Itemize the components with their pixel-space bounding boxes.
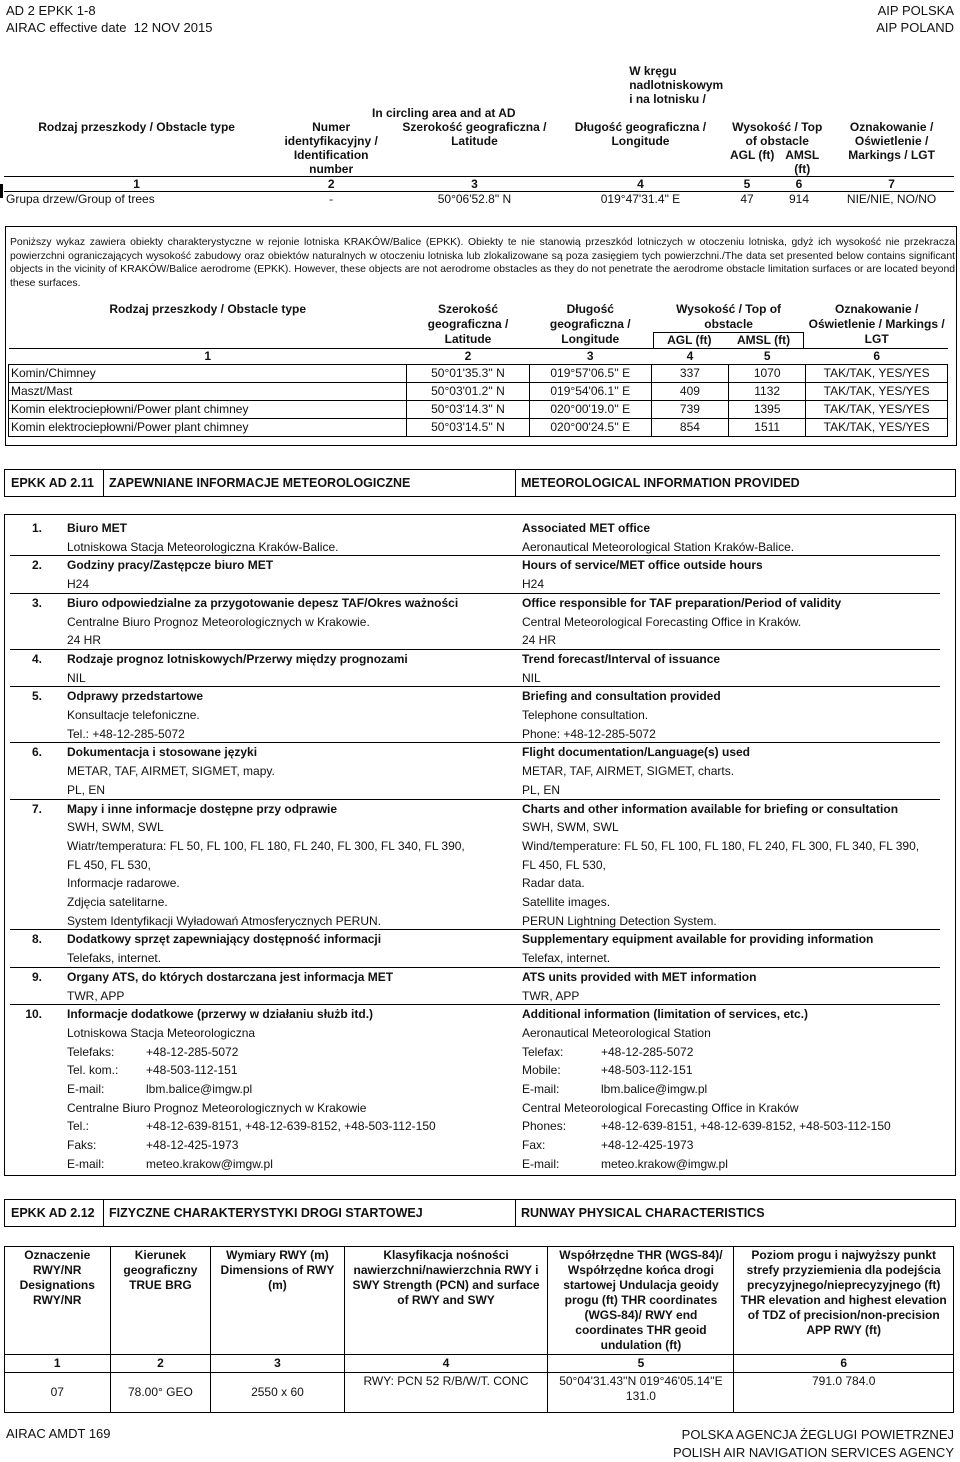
col-num: 5	[725, 177, 769, 192]
met10-key-pl: Tel. kom.:	[67, 1063, 119, 1078]
t1-h5a: AGL (ft)	[729, 148, 775, 162]
col-num: 4	[556, 177, 725, 192]
met-item-value-pl: TWR, APP	[67, 988, 125, 1003]
met-line	[0, 800, 960, 819]
section-bar-2-11	[4, 469, 956, 497]
cell: 1070	[729, 365, 806, 383]
met-item-value-en: Aeronautical Meteorological Station Kraków-Balice.	[522, 539, 795, 554]
met-item-number: 4.	[31, 651, 42, 666]
cell: 739	[651, 401, 728, 419]
cell: RWY: PCN 52 R/B/W/T. CONC	[344, 1373, 548, 1413]
section-title-pl: ZAPEWNIANE INFORMACJE METEOROLOGICZNE	[109, 476, 411, 490]
cell: 020°00'24.5'' E	[529, 419, 651, 437]
met10-key-pl: Tel.:	[67, 1119, 90, 1134]
met10-key-pl: E-mail:	[67, 1156, 105, 1171]
met10-key-en: Fax:	[522, 1138, 546, 1153]
met-item-number: 9.	[31, 969, 42, 984]
airac-label: AIRAC effective date	[6, 20, 127, 35]
met-line	[0, 743, 960, 762]
met-item-title-en: ATS units provided with MET information	[522, 969, 757, 984]
t3-h6: Poziom progu i najwyższy punkt strefy przyziemienia dla podejścia precyzyjnego/nieprecyzyjnego (ft) THR elevation and highest elevation of TDZ of precision/non-precision APP RWY (ft)	[734, 1247, 954, 1355]
met-item-title-pl: Dokumentacja i stosowane języki	[67, 745, 258, 760]
met10-key-en: E-mail:	[522, 1082, 560, 1096]
met10-value-pl: lbm.balice@imgw.pl	[146, 1082, 253, 1096]
cell: 1511	[729, 419, 806, 437]
runway-table	[4, 1246, 954, 1413]
met-item-value-en: Satellite images.	[522, 895, 611, 909]
met-line	[0, 538, 960, 557]
significant-objects-table	[8, 302, 948, 437]
section-title-en: RUNWAY PHYSICAL CHARACTERISTICS	[521, 1206, 765, 1220]
cell: 78.00° GEO	[110, 1373, 211, 1413]
met-item-number: 2.	[31, 558, 42, 573]
met-line	[0, 818, 960, 837]
aip-pl: AIP POLSKA	[877, 3, 954, 18]
met-item-value-pl: Zdjęcia satelitarne.	[67, 895, 168, 909]
met-item-value-en: Aeronautical Meteorological Station	[522, 1025, 711, 1040]
cell: 2550 x 60	[211, 1373, 344, 1413]
airac-date: 12 NOV 2015	[133, 20, 213, 35]
met-item-title-en: Additional information (limitation of services, etc.)	[522, 1007, 809, 1022]
cell: 50°04'31.43''N 019°46'05.14''E 131.0	[548, 1373, 734, 1413]
met-item-title-en: Supplementary equipment available for providing information	[522, 932, 874, 947]
met-line	[0, 893, 960, 912]
met-line	[0, 556, 960, 575]
met10-key-en: Telefax:	[522, 1044, 564, 1059]
met-item-value-en: Telephone consultation.	[522, 708, 649, 722]
met10-value-pl: +48-12-639-8151, +48-12-639-8152, +48-503-112-150	[146, 1119, 436, 1134]
aip-en: AIP POLAND	[876, 20, 954, 35]
t3-h4: Klasyfikacja nośności nawierzchni/nawierzchnia RWY i SWY Strength (PCN) and surface of RWY and SWY	[344, 1247, 548, 1355]
col-num: 4	[344, 1355, 548, 1373]
t1-h3: Szerokość geograficzna / Latitude	[402, 120, 547, 148]
footer-org-pl: POLSKA AGENCJA ŻEGLUGI POWIETRZNEJ	[681, 1427, 954, 1442]
t2-h3: Długość geograficzna / Longitude	[549, 302, 631, 346]
col-num: 5	[729, 349, 806, 365]
t3-h3: Wymiary RWY (m) Dimensions of RWY (m)	[211, 1247, 344, 1355]
cell: 50°03'14.5'' N	[407, 419, 529, 437]
met-line	[0, 613, 960, 632]
met-line	[0, 706, 960, 725]
cell: TAK/TAK, YES/YES	[806, 383, 948, 401]
t1-h4: Długość geograficzna / Longitude	[574, 120, 707, 148]
table-row	[4, 192, 954, 207]
col-num: 4	[651, 349, 728, 365]
met-item-value-pl: Informacje radarowe.	[67, 876, 180, 891]
met-item-value-en: METAR, TAF, AIRMET, SIGMET, charts.	[522, 764, 735, 779]
table-row	[9, 383, 948, 401]
col-num: 1	[5, 1355, 111, 1373]
met-item-title-en: Office responsible for TAF preparation/Period of validity	[522, 595, 842, 610]
met-item-value-en: FL 450, FL 530,	[522, 857, 606, 872]
t2-h2: Szerokość geograficzna / Latitude	[427, 302, 509, 346]
met-line	[0, 631, 960, 650]
met-line	[0, 837, 960, 856]
met-item-title-pl: Organy ATS, do których dostarczana jest informacja MET	[67, 969, 394, 984]
cell: 791.0 784.0	[734, 1373, 954, 1413]
met10-value-pl: +48-12-425-1973	[146, 1138, 239, 1153]
col-num: 2	[269, 177, 393, 192]
met-item-title-pl: Godziny pracy/Zastępcze biuro MET	[67, 558, 274, 573]
t1-h2: Numer identyfikacyjny / Identification number	[284, 120, 378, 176]
met10-value-pl: +48-12-285-5072	[146, 1044, 239, 1059]
cell: Maszt/Mast	[9, 383, 407, 401]
met10-value-en: +48-12-639-8151, +48-12-639-8152, +48-503-112-150	[601, 1119, 891, 1134]
met-line	[0, 949, 960, 968]
table-row	[5, 1373, 954, 1413]
met-item-title-en: Flight documentation/Language(s) used	[522, 745, 750, 760]
cell: NIE/NIE, NO/NO	[846, 192, 937, 206]
met-line	[0, 874, 960, 893]
met10-key-en: Mobile:	[522, 1063, 561, 1078]
met-item-number: 8.	[31, 932, 42, 947]
cell: TAK/TAK, YES/YES	[806, 419, 948, 437]
change-bar	[0, 184, 3, 198]
t1-h5b: AMSL (ft)	[785, 148, 820, 176]
met-item-number: 6.	[31, 745, 42, 760]
cell: Komin elektrociepłowni/Power plant chimney	[9, 419, 407, 437]
met-item-value-en: Telefax, internet.	[522, 951, 611, 966]
met-item-value-en: H24	[522, 577, 545, 592]
t1-title-en: In circling area and at AD	[372, 106, 516, 120]
section-code: EPKK AD 2.11	[11, 476, 94, 490]
cell: Komin/Chimney	[9, 365, 407, 383]
met-item-value-pl: Lotniskowa Stacja Meteorologiczna	[67, 1025, 256, 1040]
met-line	[0, 687, 960, 706]
met-item-title-en: Hours of service/MET office outside hours	[522, 558, 763, 573]
met-line	[0, 650, 960, 669]
cell: 019°47'31.4" E	[600, 192, 681, 206]
cell: 409	[651, 383, 728, 401]
met-item-number: 7.	[31, 801, 42, 816]
cell: 50°03'14.3'' N	[407, 401, 529, 419]
t2-h4b: AMSL (ft)	[736, 333, 791, 347]
met-item-value-pl: Centralne Biuro Prognoz Meteorologicznych w Krakowie.	[67, 614, 370, 629]
col-num: 1	[4, 177, 269, 192]
cell: 07	[5, 1373, 111, 1413]
met10-key-pl: E-mail:	[67, 1082, 105, 1096]
met10-value-pl: +48-503-112-151	[146, 1063, 238, 1078]
met10-value-en: meteo.krakow@imgw.pl	[601, 1156, 728, 1171]
met10-office-pl: Centralne Biuro Prognoz Meteorologicznych w Krakowie	[67, 1100, 367, 1115]
col-num: 1	[9, 349, 407, 365]
cell: 914	[788, 192, 810, 206]
section-code: EPKK AD 2.12	[11, 1206, 95, 1220]
met10-office-en: Central Meteorological Forecasting Office in Kraków	[522, 1100, 799, 1115]
met-item-value-en: Central Meteorological Forecasting Office in Kraków.	[522, 614, 802, 629]
table-row	[9, 365, 948, 383]
cell: Komin elektrociepłowni/Power plant chimney	[9, 401, 407, 419]
col-num: 3	[393, 177, 556, 192]
cell: 50°01'35.3'' N	[407, 365, 529, 383]
table-row	[9, 401, 948, 419]
cell: -	[329, 192, 334, 206]
met10-key-en: E-mail:	[522, 1156, 560, 1171]
met-item-value-pl: PL, EN	[67, 782, 106, 797]
cell: TAK/TAK, YES/YES	[806, 365, 948, 383]
obstacle-table	[4, 64, 954, 206]
met-item-value-pl: METAR, TAF, AIRMET, SIGMET, mapy.	[67, 764, 275, 779]
footer-org	[673, 1426, 954, 1462]
page-header-left	[6, 2, 212, 36]
met-line	[0, 856, 960, 875]
cell: Grupa drzew/Group of trees	[6, 192, 155, 206]
met-item-value-en: Wind/temperature: FL 50, FL 100, FL 180, FL 240, FL 300, FL 340, FL 390,	[522, 838, 920, 853]
met-line	[0, 912, 960, 931]
met-item-title-en: Briefing and consultation provided	[522, 689, 721, 704]
met-item-value-en: PL, EN	[522, 782, 561, 797]
met-item-value-en: 24 HR	[522, 633, 557, 648]
met-line	[0, 1024, 960, 1043]
met-item-title-pl: Biuro MET	[67, 521, 127, 535]
met10-key-pl: Faks:	[67, 1138, 97, 1153]
section-bar-2-12	[4, 1199, 956, 1227]
met-item-value-en: Phone: +48-12-285-5072	[522, 726, 656, 741]
footer-amdt: AIRAC AMDT 169	[6, 1426, 111, 1441]
met-item-value-pl: SWH, SWM, SWL	[67, 820, 164, 835]
met-item-title-en: Charts and other information available for briefing or consultation	[522, 801, 899, 816]
col-num: 7	[829, 177, 954, 192]
col-num: 5	[548, 1355, 734, 1373]
met-item-title-en: Associated MET office	[522, 521, 651, 535]
t1-h1: Rodzaj przeszkody / Obstacle type	[38, 120, 235, 134]
met-item-number: 1.	[31, 521, 42, 535]
met-item-title-pl: Odprawy przedstartowe	[67, 689, 204, 704]
met-item-title-en: Trend forecast/Interval of issuance	[522, 651, 721, 666]
col-num: 6	[769, 177, 829, 192]
met-item-title-pl: Informacje dodatkowe (przerwy w działaniu służb itd.)	[67, 1007, 374, 1022]
t3-h1: Oznaczenie RWY/NR Designations RWY/NR	[5, 1247, 111, 1355]
cell: 020°00'19.0'' E	[529, 401, 651, 419]
cell: 50°06'52.8" N	[437, 192, 512, 206]
footer-org-en: POLISH AIR NAVIGATION SERVICES AGENCY	[672, 1445, 954, 1460]
cell: 337	[651, 365, 728, 383]
met-item-value-pl: Tel.: +48-12-285-5072	[67, 726, 185, 741]
col-num: 6	[734, 1355, 954, 1373]
cell: 1395	[729, 401, 806, 419]
cell: 47	[740, 192, 754, 206]
met-item-title-pl: Mapy i inne informacje dostępne przy odprawie	[67, 801, 338, 816]
met-line	[0, 762, 960, 781]
met-line	[0, 781, 960, 800]
significant-objects-note: Poniższy wykaz zawiera obiekty charakterystyczne w rejonie lotniska KRAKÓW/Balice (EPKK). Obiekty te nie stanowią przeszkód lotniczych w otoczeniu lotniska, gdyż ich wysokość nie przekracza powierzchni ograniczających wysokość zabudowy oraz obiektów naturalnych w otoczeniu lotniska lub zlokalizowane są poza zasięgiem tych powierzchni./The data set presented below contains significant objects in the vicinity of KRAKÓW/Balice aerodrome (EPKK). However, these objects are not aerodrome obstacles as they do not penetrate the aerodrome obstacle limitation surfaces or are located beyond these surfaces.	[10, 237, 955, 289]
met-item-title-pl: Dodatkowy sprzęt zapewniający dostępność informacji	[67, 932, 382, 947]
met-item-value-pl: FL 450, FL 530,	[67, 857, 151, 872]
met-line	[0, 669, 960, 688]
met10-value-en: +48-12-285-5072	[601, 1044, 694, 1059]
met10-value-en: +48-503-112-151	[601, 1063, 693, 1078]
met-item-value-pl: Lotniskowa Stacja Meteorologiczna Kraków-Balice.	[67, 539, 339, 554]
met-item-number: 3.	[31, 595, 42, 610]
met-line	[0, 519, 960, 538]
met-item-value-en: TWR, APP	[522, 988, 580, 1003]
met-item-value-pl: NIL	[67, 670, 86, 685]
met-line	[0, 1005, 960, 1024]
met10-value-en: +48-12-425-1973	[601, 1138, 694, 1153]
cell: 854	[651, 419, 728, 437]
met10-value-pl: meteo.krakow@imgw.pl	[146, 1156, 273, 1171]
met-line	[0, 987, 960, 1006]
met-line	[0, 594, 960, 613]
met-item-value-pl: 24 HR	[67, 633, 102, 648]
met-item-value-pl: Konsultacje telefoniczne.	[67, 708, 200, 722]
section-title-en: METEOROLOGICAL INFORMATION PROVIDED	[521, 476, 800, 490]
met-line	[0, 725, 960, 744]
met-item-value-en: PERUN Lightning Detection System.	[522, 913, 717, 928]
met-line	[0, 930, 960, 949]
met-line	[0, 575, 960, 594]
met-item-title-pl: Rodzaje prognoz lotniskowych/Przerwy między prognozami	[67, 651, 408, 666]
met10-key-pl: Telefaks:	[67, 1044, 115, 1059]
cell: 1132	[729, 383, 806, 401]
t1-title-pl: W kręgu nadlotniskowym i na lotnisku /	[629, 64, 724, 106]
t3-h5: Współrzędne THR (WGS-84)/ Współrzędne końca drogi startowej Undulacja geoidy progu (ft) THR coordinates (WGS-84)/ RWY end coordinates THR geoid undulation (ft)	[548, 1247, 734, 1355]
col-num: 6	[806, 349, 948, 365]
cell: 50°03'01.2'' N	[407, 383, 529, 401]
met-line	[0, 968, 960, 987]
col-num: 3	[529, 349, 651, 365]
met-item-value-en: SWH, SWM, SWL	[522, 820, 619, 835]
met-item-value-en: NIL	[522, 670, 541, 685]
met-item-value-pl: H24	[67, 577, 90, 592]
met-item-value-pl: Wiatr/temperatura: FL 50, FL 100, FL 180, FL 240, FL 300, FL 340, FL 390,	[67, 838, 465, 853]
section-title-pl: FIZYCZNE CHARAKTERYSTYKI DROGI STARTOWEJ	[109, 1206, 423, 1220]
met-item-number: 5.	[31, 689, 42, 704]
t1-h5: Wysokość / Top of obstacle	[732, 120, 823, 148]
cell: TAK/TAK, YES/YES	[806, 401, 948, 419]
t2-h4: Wysokość / Top of obstacle	[676, 302, 782, 331]
col-num: 2	[407, 349, 529, 365]
cell: 019°54'06.1'' E	[529, 383, 651, 401]
table-row	[9, 419, 948, 437]
t2-h4a: AGL (ft)	[667, 333, 712, 347]
page-header-right	[876, 2, 954, 36]
t3-h2: Kierunek geograficzny TRUE BRG	[110, 1247, 211, 1355]
met10-key-en: Phones:	[522, 1119, 567, 1134]
t2-h6: Oznakowanie / Oświetlenie / Markings / LGT	[808, 302, 945, 346]
cell: 019°57'06.5'' E	[529, 365, 651, 383]
col-num: 3	[211, 1355, 344, 1373]
doc-id: AD 2 EPKK 1-8	[6, 3, 96, 18]
met-item-value-pl: System Identyfikacji Wyładowań Atmosferycznych PERUN.	[67, 913, 381, 928]
t2-h1: Rodzaj przeszkody / Obstacle type	[109, 302, 307, 316]
met10-value-en: lbm.balice@imgw.pl	[601, 1082, 708, 1096]
met-item-number: 10.	[25, 1007, 42, 1022]
met-item-value-pl: Telefaks, internet.	[67, 951, 162, 966]
met-item-title-pl: Biuro odpowiedzialne za przygotowanie depesz TAF/Okres ważności	[67, 595, 459, 610]
col-num: 2	[110, 1355, 211, 1373]
met-item-value-en: Radar data.	[522, 876, 585, 891]
t1-h7: Oznakowanie / Oświetlenie / Markings / LGT	[848, 120, 935, 162]
